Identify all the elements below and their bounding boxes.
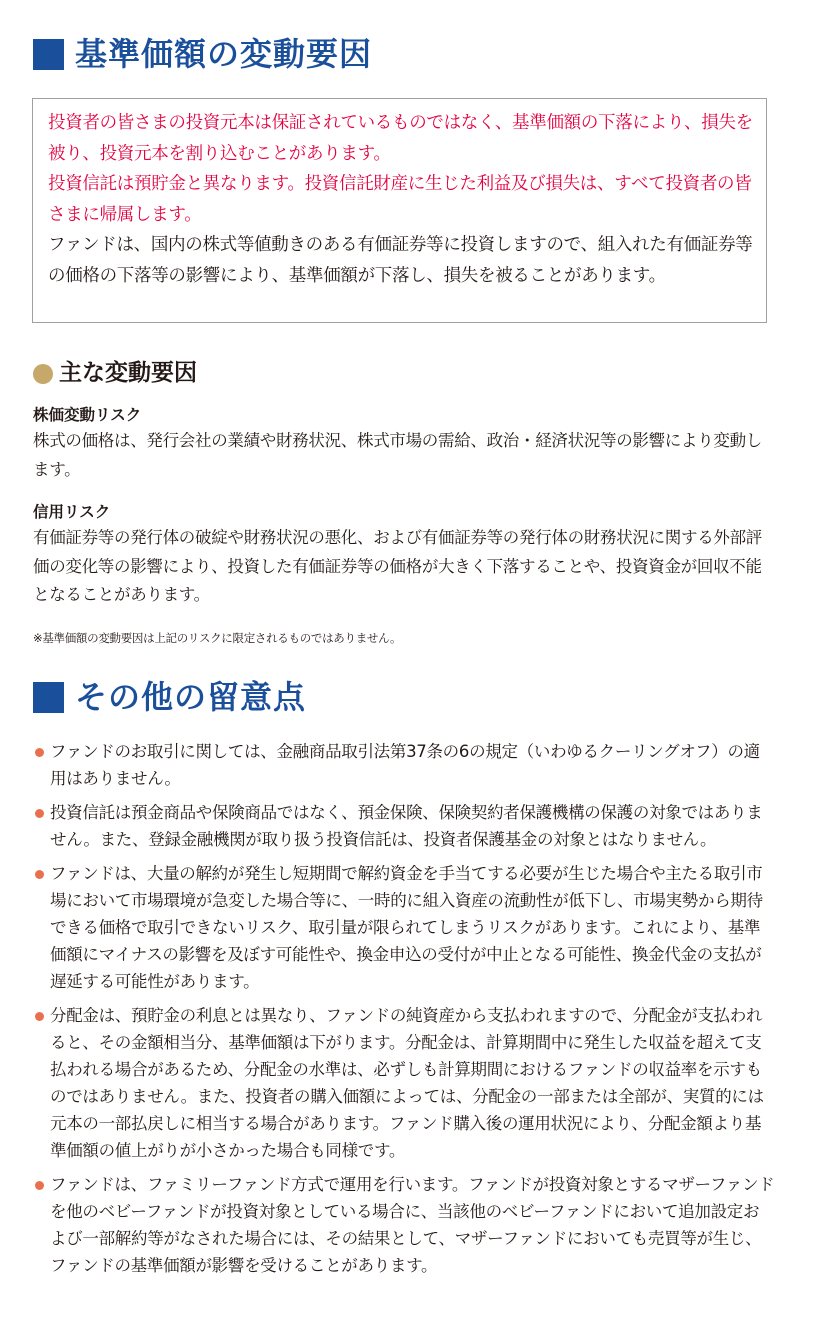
warning-body: ファンドは、国内の株式等値動きのある有価証券等に投資しますので、組入れた有価証券等の価格の下落等の影響により、基準価額が下落し、損失を被ることがあります。 (48, 235, 753, 286)
risk-stock-price (33, 405, 773, 484)
orange-bullet-icon (35, 1181, 44, 1190)
subheading-main-factors (33, 362, 197, 385)
warning-principal: 投資者の皆さまの投資元本は保証されているものではなく、基準価額の下落により、損失を被り、投資元本を割り込むことがあります。 (48, 113, 753, 164)
risk-credit (33, 502, 773, 610)
risk-description: 株式の価格は、発行会社の業績や財務状況、株式市場の需給、政治・経済状況等の影響により変動します。 (33, 431, 763, 479)
heading-square-icon (33, 39, 64, 70)
list-item (33, 1171, 775, 1279)
list-item-text: ファンドは、大量の解約が発生し短期間で解約資金を手当てする必要が生じた場合や主たる取引市場において市場環境が急変した場合等に、一時的に組入資産の流動性が低下し、市場実勢から期待できる価格で取引できないリスク、取引量が限られてしまうリスクがあります。これにより、基準価額にマイナスの影響を及ぼす可能性や、換金申込の受付が中止となる可能性、換金代金の支払が遅延する可能性があります。 (50, 864, 763, 991)
risk-description: 有価証券等の発行体の破綻や財務状況の悪化、および有価証券等の発行体の財務状況に関する外部評価の変化等の影響により、投資した有価証券等の価格が大きく下落することや、投資資金が回収不能となることがあります。 (33, 528, 763, 604)
list-item-text: ファンドは、ファミリーファンド方式で運用を行います。ファンドが投資対象とするマザーファンドを他のベビーファンドが投資対象としている場合に、当該他のベビーファンドにおいて追加設定および一部解約等がなされた場合には、その結果として、マザーファンドにおいても売買等が生じ、ファンドの基準価額が影響を受けることがあります。 (50, 1175, 775, 1275)
list-item (33, 1002, 775, 1164)
list-item (33, 799, 775, 853)
circle-bullet-icon (33, 364, 53, 384)
list-item (33, 738, 775, 792)
list-item (33, 860, 775, 995)
heading-square-icon (33, 682, 64, 713)
section-heading-price-factors (33, 35, 373, 73)
section-heading-other-notes (33, 678, 307, 716)
orange-bullet-icon (35, 1012, 44, 1021)
list-item-text: 分配金は、預貯金の利息とは異なり、ファンドの純資産から支払われますので、分配金が支払われると、その金額相当分、基準価額は下がります。分配金は、計算期間中に発生した収益を超えて支払われる場合があるため、分配金の水準は、必ずしも計算期間におけるファンドの収益率を示すものではありません。また、投資者の購入価額によっては、分配金の一部または全部が、実質的には元本の一部払戻しに相当する場合があります。ファンド購入後の運用状況により、分配金額より基準価額の値上がりが小さかった場合も同様です。 (50, 1006, 764, 1160)
subheading-title: 主な変動要因 (59, 360, 197, 386)
orange-bullet-icon (35, 748, 44, 757)
list-item-text: 投資信託は預金商品や保険商品ではなく、預金保険、保険契約者保護機構の保護の対象ではありません。また、登録金融機関が取り扱う投資信託は、投資者保護基金の対象とはなりません。 (50, 803, 763, 849)
section-title: その他の留意点 (75, 678, 307, 716)
orange-bullet-icon (35, 870, 44, 879)
list-item-text: ファンドのお取引に関しては、金融商品取引法第37条の6の規定（いわゆるクーリングオフ）の適用はありません。 (50, 742, 760, 788)
notes-list (33, 738, 775, 1286)
section-title: 基準価額の変動要因 (75, 35, 373, 73)
risk-name: 株価変動リスク (33, 406, 142, 424)
risk-name: 信用リスク (33, 503, 111, 521)
warning-deposit: 投資信託は預貯金と異なります。投資信託財産に生じた利益及び損失は、すべて投資者の皆さまに帰属します。 (48, 174, 752, 225)
warning-box (32, 98, 767, 323)
risk-note: ※基準価額の変動要因は上記のリスクに限定されるものではありません。 (33, 631, 402, 645)
orange-bullet-icon (35, 809, 44, 818)
